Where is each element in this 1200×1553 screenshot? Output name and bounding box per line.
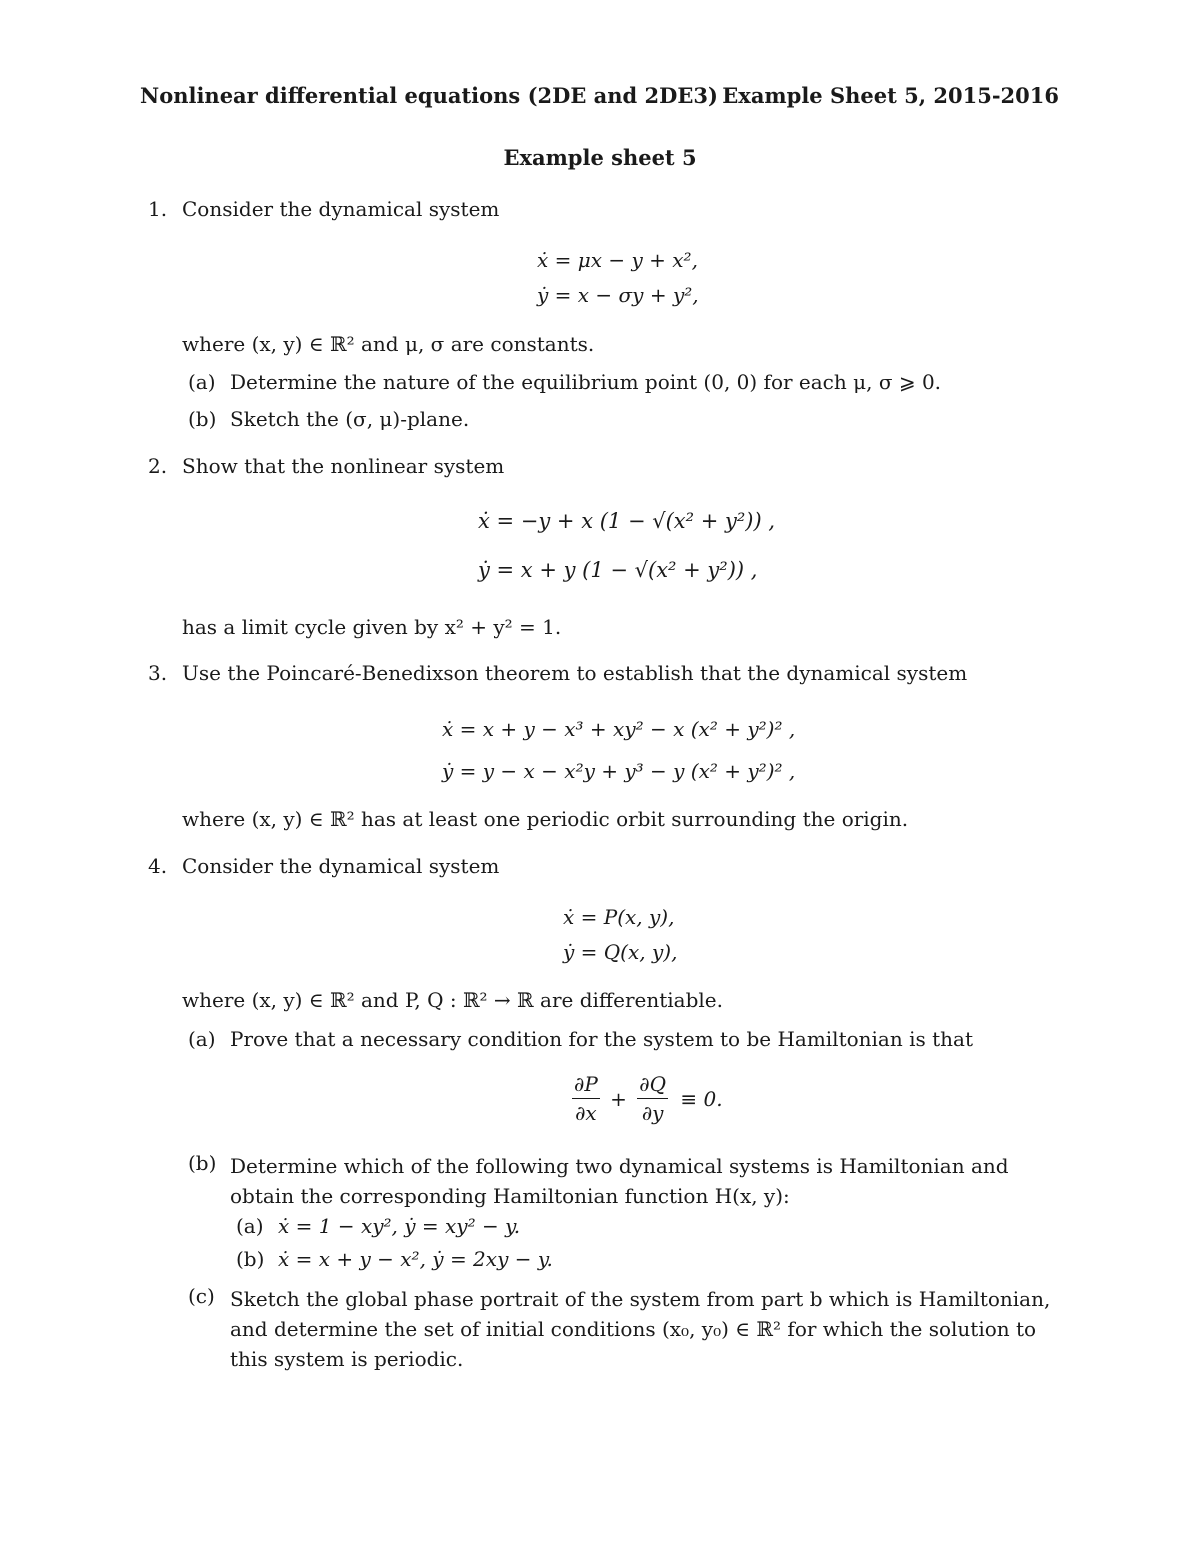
q2-after: has a limit cycle given by x² + y² = 1. bbox=[182, 615, 562, 639]
q1b-label: (b) bbox=[188, 407, 217, 431]
q4-number: 4. bbox=[148, 854, 168, 878]
q1-equation-y: ẏ = x − σy + y², bbox=[537, 283, 699, 307]
q4b-a-label: (a) bbox=[236, 1214, 264, 1238]
q4a-label: (a) bbox=[188, 1027, 216, 1051]
q3-equation-x: ẋ = x + y − x³ + xy² − x (x² + y²)² , bbox=[442, 717, 796, 741]
q3-equation-y: ẏ = y − x − x²y + y³ − y (x² + y²)² , bbox=[442, 759, 796, 783]
q1-where: where (x, y) ∈ ℝ² and μ, σ are constants. bbox=[182, 332, 595, 356]
q3-after: where (x, y) ∈ ℝ² has at least one periodic orbit surrounding the origin. bbox=[182, 807, 909, 831]
q4b-a-text: ẋ = 1 − xy², ẏ = xy² − y. bbox=[278, 1214, 521, 1238]
q4-equation-y: ẏ = Q(x, y), bbox=[563, 940, 678, 964]
q2-intro: Show that the nonlinear system bbox=[182, 454, 505, 478]
q3-intro: Use the Poincaré-Benedixson theorem to establish that the dynamical system bbox=[182, 661, 968, 685]
q4b-label: (b) bbox=[188, 1151, 217, 1175]
q3-number: 3. bbox=[148, 661, 168, 685]
equivalence-zero: ≡ 0. bbox=[680, 1086, 723, 1111]
fraction-denominator: ∂y bbox=[637, 1098, 668, 1125]
q4b-b-text: ẋ = x + y − x², ẏ = 2xy − y. bbox=[278, 1247, 553, 1271]
q2-equation-x: ẋ = −y + x (1 − √(x² + y²)) , bbox=[478, 509, 776, 533]
sheet-label: Example Sheet 5, 2015-2016 bbox=[722, 83, 1059, 108]
q4b-text: Determine which of the following two dynamical systems is Hamiltonian and obtain the corresponding Hamiltonian function H(x, y): bbox=[230, 1154, 1009, 1208]
fraction-dp-dx bbox=[572, 1072, 600, 1125]
q4-equation-x: ẋ = P(x, y), bbox=[563, 905, 675, 929]
q1a-label: (a) bbox=[188, 370, 216, 394]
fraction-numerator: ∂Q bbox=[639, 1072, 667, 1096]
q1-equation-x: ẋ = μx − y + x², bbox=[537, 248, 698, 272]
q1-number: 1. bbox=[148, 197, 168, 221]
page-title: Example sheet 5 bbox=[503, 145, 697, 170]
plus-sign: + bbox=[610, 1086, 627, 1111]
q4-where: where (x, y) ∈ ℝ² and P, Q : ℝ² → ℝ are differentiable. bbox=[182, 988, 723, 1012]
q2-number: 2. bbox=[148, 454, 168, 478]
q1-intro: Consider the dynamical system bbox=[182, 197, 500, 221]
q4c-text: Sketch the global phase portrait of the system from part b which is Hamiltonian, and determine the set of initial conditions (x₀, y₀) ∈ ℝ² for which the solution to this system is periodic. bbox=[230, 1287, 1051, 1371]
q4a-text: Prove that a necessary condition for the system to be Hamiltonian is that bbox=[230, 1027, 973, 1051]
hamiltonian-condition bbox=[572, 1072, 723, 1125]
fraction-numerator: ∂P bbox=[574, 1072, 598, 1096]
q4-intro: Consider the dynamical system bbox=[182, 854, 500, 878]
q1b-text: Sketch the (σ, μ)-plane. bbox=[230, 407, 470, 431]
course-title: Nonlinear differential equations (2DE and 2DE3) bbox=[140, 83, 718, 108]
fraction-dq-dy bbox=[637, 1072, 668, 1125]
fraction-denominator: ∂x bbox=[572, 1098, 600, 1125]
q2-equation-y: ẏ = x + y (1 − √(x² + y²)) , bbox=[478, 558, 758, 582]
q4c-label: (c) bbox=[188, 1284, 215, 1308]
q4b-b-label: (b) bbox=[236, 1247, 265, 1271]
q1a-text: Determine the nature of the equilibrium point (0, 0) for each μ, σ ⩾ 0. bbox=[230, 370, 942, 394]
